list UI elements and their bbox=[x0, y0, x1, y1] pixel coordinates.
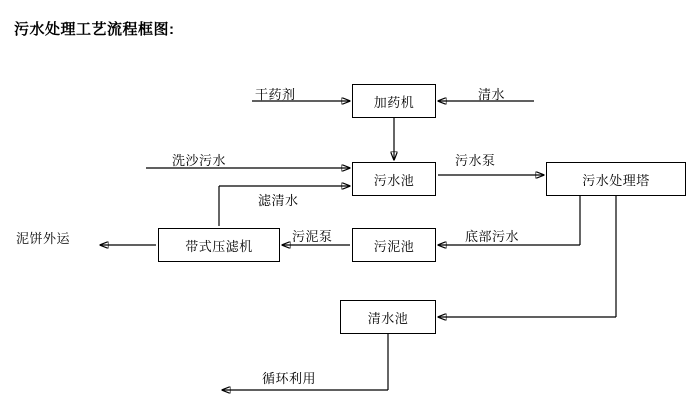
edge-label-filtered-water: 滤清水 bbox=[258, 193, 299, 208]
node-wastewater-pool[interactable] bbox=[352, 162, 436, 196]
edge-label-sludge-pump: 污泥泵 bbox=[292, 229, 333, 244]
node-label: 加药机 bbox=[373, 94, 415, 110]
edge-label-dry-agent: 干药剂 bbox=[255, 87, 296, 102]
node-label: 清水池 bbox=[367, 310, 409, 326]
node-dosing-machine[interactable] bbox=[352, 84, 436, 118]
node-sewage-treatment-tower[interactable] bbox=[546, 162, 686, 196]
node-label: 带式压滤机 bbox=[185, 238, 253, 254]
node-belt-filter-press[interactable] bbox=[158, 228, 280, 262]
page-title: 污水处理工艺流程框图: bbox=[14, 21, 175, 38]
edge-label-clean-water: 清水 bbox=[478, 87, 506, 102]
edge-label-bottom-sewage: 底部污水 bbox=[465, 229, 520, 244]
edge-label-sand-washing-sewage: 洗沙污水 bbox=[172, 153, 227, 168]
node-sludge-pool[interactable] bbox=[352, 228, 436, 262]
node-label: 污泥池 bbox=[373, 238, 415, 254]
node-label: 污水处理塔 bbox=[582, 172, 650, 188]
edge-label-mud-cake-transport: 泥饼外运 bbox=[16, 231, 71, 246]
node-clear-water-pool[interactable] bbox=[340, 300, 436, 334]
edge-label-recycle-use: 循环利用 bbox=[262, 371, 317, 386]
edge-label-sewage-pump: 污水泵 bbox=[455, 153, 496, 168]
node-label: 污水池 bbox=[373, 172, 415, 188]
